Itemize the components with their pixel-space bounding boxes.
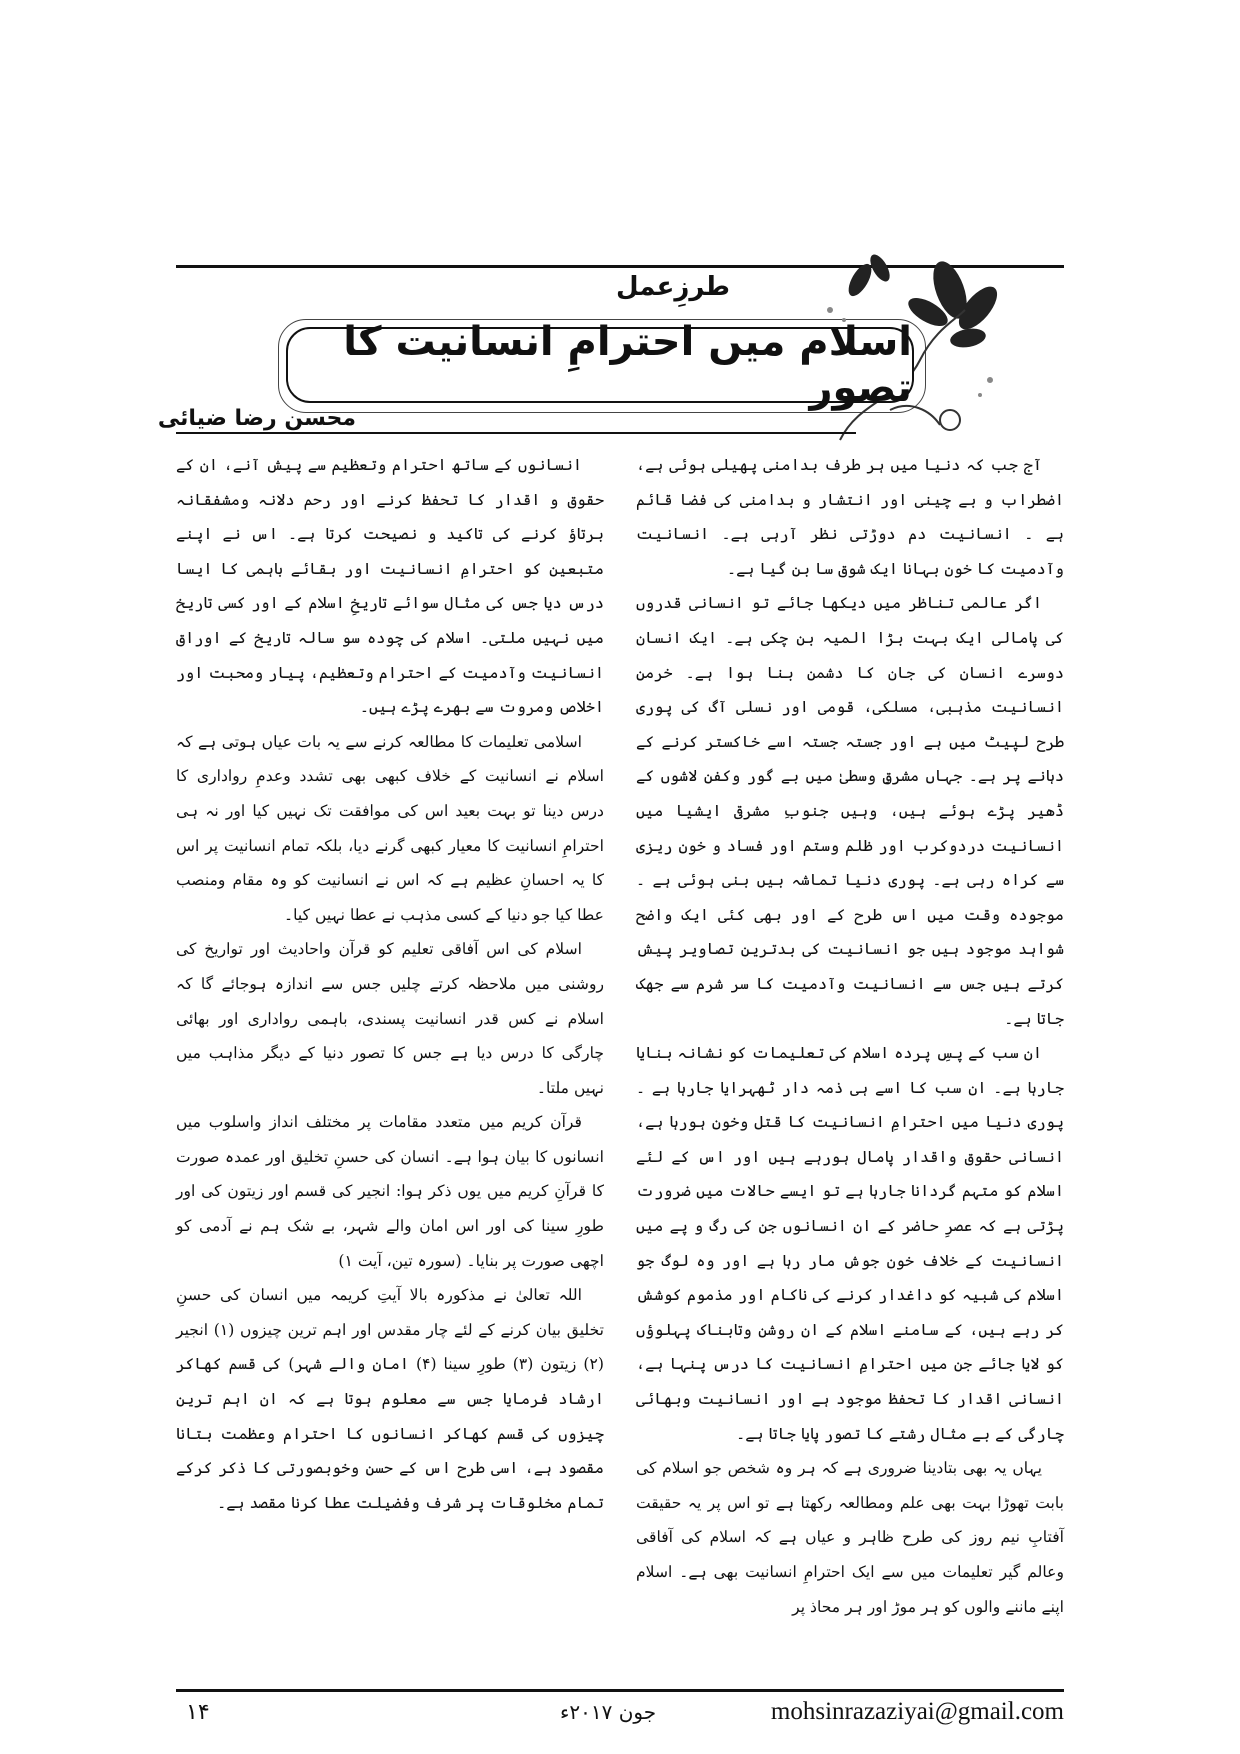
bottom-rule: [176, 1689, 1064, 1692]
paragraph: اگر عالمی تناظر میں دیکھا جائے تو انسانی قدروں کی پامالی ایک بہت بڑا المیہ بن چکی ہے۔ ایک انسان دوسرے انسان کی جان کا دشمن بنا ہوا ہے۔ خرمنِ انسانیت مذہبی، مسلکی، قومی اور نسلی آگ کی پوری طرح لپیٹ میں ہے اور جستہ جستہ اسے خاکستر کرنے کے دہانے پر ہے۔ جہاں مشرقِ وسطیٰ میں بے گور وکفن لاشوں کے ڈھیر پڑے ہوئے ہیں، وہیں جنوبِ مشرقی ایشیا میں انسانیت دردوکرب اور ظلم وستم اور فساد و خون ریزی سے کراہ رہی ہے۔ پوری دنیا تماشہ بیں بنی ہوئی ہے ۔ موجودہ وقت میں اس طرح کے اور بھی کئی ایک واضح شواہد موجود ہیں جو انسانیت کی بدترین تصاویر پیش کرتے ہیں جس سے انسانیت وآدمیت کا سر شرم سے جھک جاتا ہے۔: [636, 594, 1064, 1028]
column-right: [636, 448, 1064, 1624]
page-number: ۱۴: [186, 1700, 210, 1725]
issue-date: جون ۲۰۱۷ء: [560, 1700, 657, 1724]
paragraph: یہاں یہ بھی بتادینا ضروری ہے کہ ہر وہ شخص جو اسلام کی بابت تھوڑا بہت بھی علم ومطالعہ رکھتا ہے تو اس پر یہ حقیقت آفتابِ نیم روز کی طرح ظاہر و عیاں ہے کہ اسلام کی آفاقی وعالم گیر تعلیمات میں سے ایک احترامِ انسانیت بھی ہے۔ اسلام اپنے ماننے والوں کو ہر موڑ اور ہر محاذ پر: [636, 1459, 1064, 1616]
article-title: اسلام میں احترامِ انسانیت کا تصور: [343, 319, 912, 411]
author-email: mohsinrazaziyai@gmail.com: [770, 1698, 1064, 1725]
paragraph: ان سب کے پسِ پردہ اسلام کی تعلیمات کو نشانہ بنایا جارہا ہے۔ ان سب کا اسے ہی ذمہ دار ٹھہرایا جارہا ہے ۔ پوری دنیا میں احترامِ انسانیت کا قتل وخون ہورہا ہے، انسانی حقوق واقدار پامال ہورہے ہیں اور اس کے لئے اسلام کو متہم گردانا جارہا ہے تو ایسے حالات میں ضرورت پڑتی ہے کہ عصرِ حاضر کے ان انسانوں جن کی رگ و پے میں انسانیت کے خلاف خون جوش مار رہا ہے اور وہ لوگ جو اسلام کی شبیہ کو داغدار کرنے کی ناکام اور مذموم کوشش کر رہے ہیں، کے سامنے اسلام کے ان روشن وتابناک پہلوؤں کو لایا جائے جن میں احترامِ انسانیت کا درس پنہا ہے، انسانی اقدار کا تحفظ موجود ہے اور انسانیت وبھائی چارگی کے بے مثال رشتے کا تصور پایا جاتا ہے۔: [636, 1044, 1064, 1443]
author-name: محسن رضا ضیائی: [157, 406, 356, 431]
paragraph: آج جب کہ دنیا میں ہر طرف بدامنی پھیلی ہوئی ہے، اضطراب و بے چینی اور انتشار و بدامنی کی فضا قائم ہے ۔ انسانیت دم دوڑتی نظر آرہی ہے۔ انسانیت وآدمیت کا خون بہانا ایک شوق سا بن گیا ہے۔: [636, 456, 1064, 578]
section-label: طرزِعمل: [615, 272, 730, 302]
paragraph: اسلام کی اس آفاقی تعلیم کو قرآن واحادیث اور تواریخ کی روشنی میں ملاحظہ کرتے چلیں جس سے اندازہ ہوجائے گا کہ اسلام نے کس قدر انسانیت پسندی، باہمی رواداری اور بھائی چارگی کا درس دیا ہے جس کا تصور دنیا کے دیگر مذاہب میں نہیں ملتا۔: [176, 940, 604, 1097]
author-rule: [176, 432, 856, 434]
paragraph: اللہ تعالیٰ نے مذکورہ بالا آیتِ کریمہ میں انسان کی حسنِ تخلیق بیان کرنے کے لئے چار مقدس اور اہم ترین چیزوں (۱) انجیر (۲) زیتون (۳) طورِ سینا (۴) امان والے شہر) کی قسم کھاکر ارشاد فرمایا جس سے معلوم ہوتا ہے کہ ان اہم ترین چیزوں کی قسم کھاکر انسانوں کا احترام وعظمت بتانا مقصود ہے، اسی طرح اس کے حسن وخوبصورتی کا ذکر کرکے تمام مخلوقات پر شرف وفضیلت عطا کرنا مقصد ہے۔: [176, 1286, 604, 1512]
paragraph: اسلامی تعلیمات کا مطالعہ کرنے سے یہ بات عیاں ہوتی ہے کہ اسلام نے انسانیت کے خلاف کبھی بھی تشدد وعدمِ رواداری کا درس دینا تو بہت بعید اس کی موافقت تک نہیں کیا اور نہ ہی احترامِ انسانیت کا معیار کبھی گرنے دیا، بلکہ تمام انسانیت پر اس کا یہ احسانِ عظیم ہے کہ اس نے انسانیت کو وہ مقام ومنصب عطا کیا جو دنیا کے کسی مذہب نے عطا نہیں کیا۔: [176, 732, 604, 924]
paragraph: قرآن کریم میں متعدد مقامات پر مختلف انداز واسلوب میں انسانوں کا بیان ہوا ہے۔ انسان کی حسنِ تخلیق اور عمدہ صورت کا قرآنِ کریم میں یوں ذکر ہوا: انجیر کی قسم اور زیتون کی اور طورِ سینا کی اور اس امان والے شہر، بے شک ہم نے آدمی کو اچھی صورت پر بنایا۔ (سورہ تین، آیت ۱): [176, 1113, 604, 1270]
paragraph: انسانوں کے ساتھ احترام وتعظیم سے پیش آنے، ان کے حقوق و اقدار کا تحفظ کرنے اور رحم دلانہ ومشفقانہ برتاؤ کرنے کی تاکید و نصیحت کرتا ہے۔ اس نے اپنے متبعین کو احترامِ انسانیت اور بقائے باہمی کا ایسا درس دیا جس کی مثال سوائے تاریخِ اسلام کے اور کسی تاریخ میں نہیں ملتی۔ اسلام کی چودہ سو سالہ تاریخ کے اوراق انسانیت وآدمیت کے احترام وتعظیم، پیار ومحبت اور اخلاص ومروت سے بھرے پڑے ہیں۔: [176, 456, 604, 717]
article-title-box: [286, 319, 914, 411]
column-left: [176, 448, 604, 1520]
